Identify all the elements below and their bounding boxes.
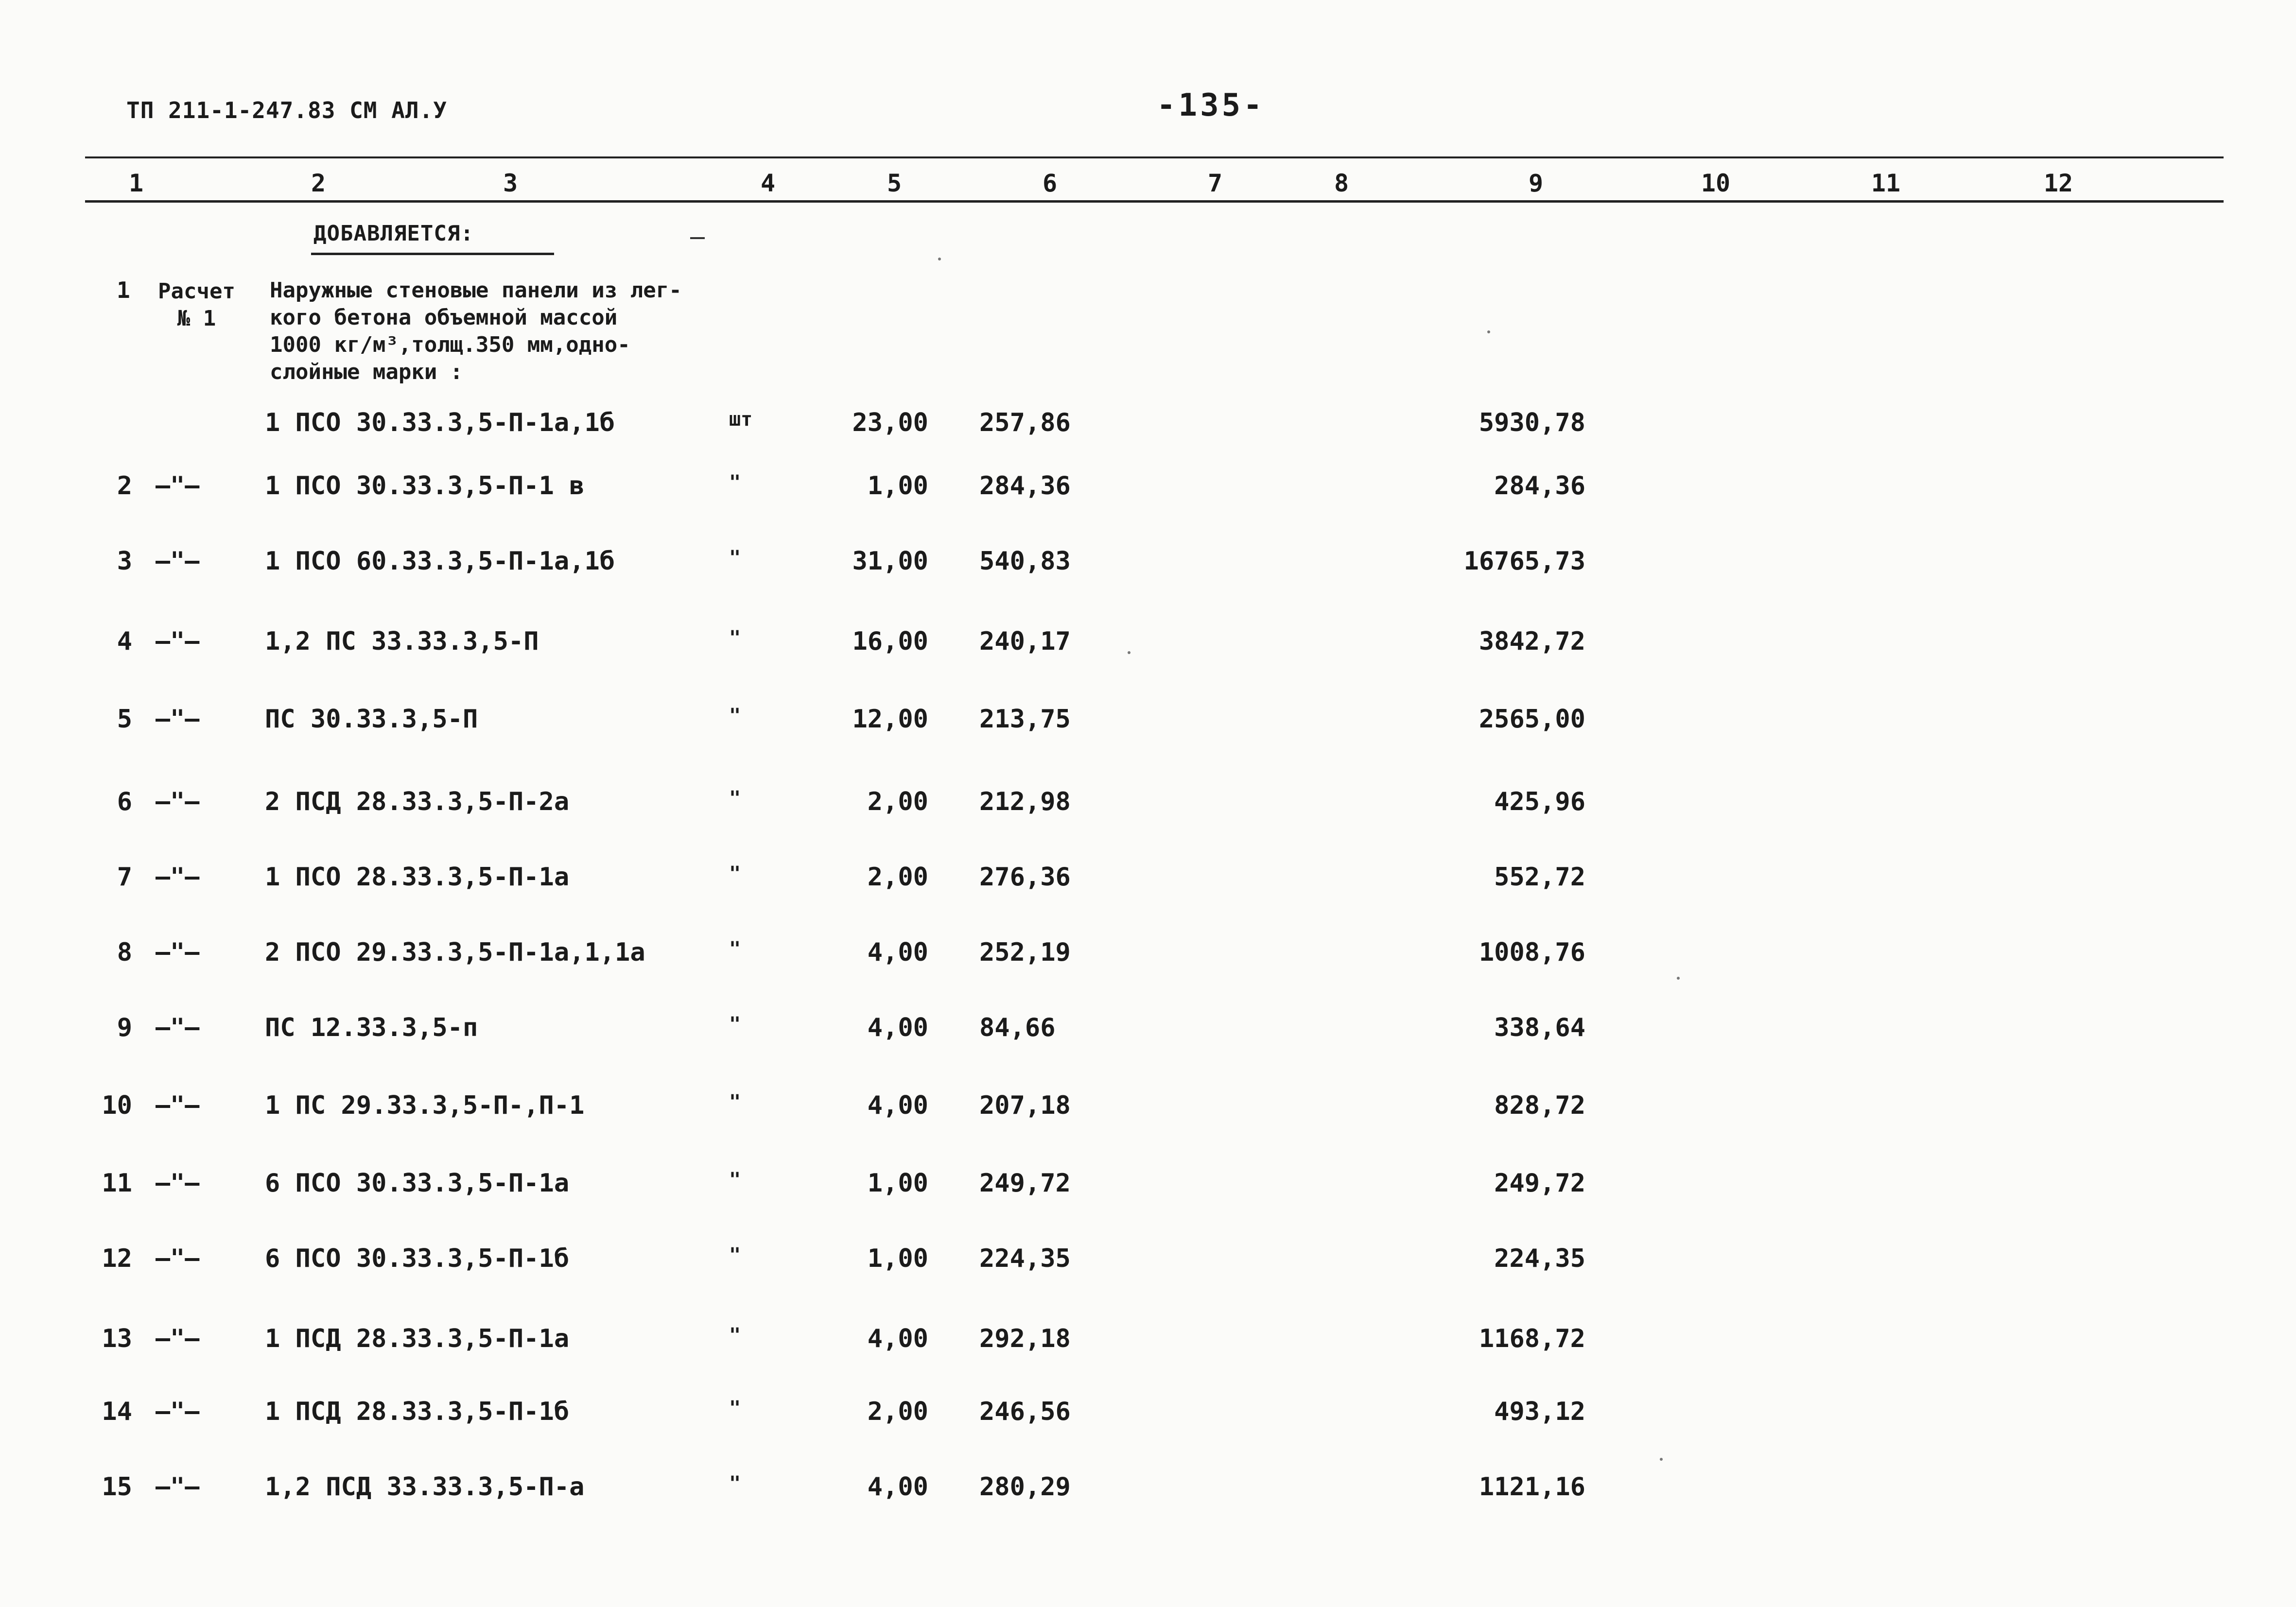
quantity: 1,00 <box>867 471 928 501</box>
item-name: 1 ПСО 30.33.3,5-П-1а,1б <box>265 408 615 437</box>
scan-speck <box>1660 1458 1663 1461</box>
ditto-mark: —"— <box>156 938 200 966</box>
quantity: 4,00 <box>867 1091 928 1120</box>
column-number: 10 <box>1701 169 1731 197</box>
scan-speck <box>1487 330 1490 333</box>
item-name: 1 ПС 29.33.3,5-П-,П-1 <box>265 1091 585 1120</box>
calculation-reference-line: № 1 <box>177 306 216 331</box>
item-description <box>270 277 682 386</box>
unit-price: 213,75 <box>979 705 1071 734</box>
row-number: 9 <box>117 1013 132 1042</box>
total-cost: 1008,76 <box>1478 938 1585 967</box>
item-name: 1 ПСО 28.33.3,5-П-1а <box>265 863 570 892</box>
column-number: 12 <box>2043 169 2073 197</box>
unit: " <box>729 863 741 885</box>
description-line: кого бетона объемной массой <box>270 305 618 330</box>
quantity: 4,00 <box>867 938 928 967</box>
quantity: 1,00 <box>867 1244 928 1273</box>
row-number: 4 <box>117 627 132 656</box>
row-number: 14 <box>102 1397 132 1426</box>
total-cost: 828,72 <box>1494 1091 1585 1120</box>
row-number: 12 <box>102 1244 132 1273</box>
item-name: 2 ПСО 29.33.3,5-П-1а,1,1а <box>265 938 645 967</box>
ditto-mark: —"— <box>156 547 200 575</box>
unit: " <box>729 1472 741 1495</box>
item-name: 1 ПСО 30.33.3,5-П-1 в <box>265 471 585 501</box>
column-number: 11 <box>1871 169 1901 197</box>
quantity: 1,00 <box>867 1169 928 1198</box>
row-number: 10 <box>102 1091 132 1120</box>
unit-price: 84,66 <box>979 1013 1056 1042</box>
unit-price: 292,18 <box>979 1324 1071 1353</box>
unit: " <box>729 627 741 649</box>
unit: " <box>729 471 741 494</box>
unit-price: 284,36 <box>979 471 1071 501</box>
ditto-mark: —"— <box>156 1244 200 1272</box>
total-cost: 3842,72 <box>1478 627 1585 656</box>
column-number: 9 <box>1528 169 1544 197</box>
total-cost: 493,12 <box>1494 1397 1585 1426</box>
unit: " <box>729 1169 741 1191</box>
description-line: 1000 кг/м³,толщ.350 мм,одно- <box>270 332 630 357</box>
column-number: 4 <box>760 169 776 197</box>
quantity: 23,00 <box>852 408 928 437</box>
total-cost: 338,64 <box>1494 1013 1585 1042</box>
row-number: 2 <box>117 471 132 501</box>
quantity: 4,00 <box>867 1013 928 1042</box>
item-name: 6 ПСО 30.33.3,5-П-1а <box>265 1169 570 1198</box>
table-header-rule <box>85 200 2224 203</box>
total-cost: 224,35 <box>1494 1244 1585 1273</box>
quantity: 2,00 <box>867 1397 928 1426</box>
item-name: 1,2 ПСД 33.33.3,5-П-а <box>265 1472 585 1502</box>
calculation-reference <box>158 278 235 332</box>
item-name: 2 ПСД 28.33.3,5-П-2а <box>265 787 570 816</box>
ditto-mark: —"— <box>156 1324 200 1352</box>
ditto-mark: —"— <box>156 1091 200 1119</box>
ditto-mark: —"— <box>156 627 200 655</box>
unit-price: 240,17 <box>979 627 1071 656</box>
row-number: 15 <box>102 1472 132 1502</box>
table-top-rule <box>85 156 2224 158</box>
unit: " <box>729 787 741 810</box>
row-index: 1 <box>117 277 130 303</box>
item-name: 1 ПСД 28.33.3,5-П-1б <box>265 1397 570 1426</box>
column-number: 6 <box>1042 169 1058 197</box>
unit: " <box>729 705 741 727</box>
ditto-mark: —"— <box>156 863 200 891</box>
section-label: ДОБАВЛЯЕТСЯ: <box>313 221 474 246</box>
item-name: 1 ПСД 28.33.3,5-П-1а <box>265 1324 570 1353</box>
row-number: 11 <box>102 1169 132 1198</box>
total-cost: 552,72 <box>1494 863 1585 892</box>
scan-speck <box>938 258 941 260</box>
unit: " <box>729 938 741 960</box>
section-label-underline <box>311 253 554 255</box>
total-cost: 1121,16 <box>1478 1472 1585 1502</box>
total-cost: 2565,00 <box>1478 705 1585 734</box>
unit-price: 207,18 <box>979 1091 1071 1120</box>
column-number: 5 <box>887 169 902 197</box>
ditto-mark: —"— <box>156 1397 200 1425</box>
ditto-mark: —"— <box>156 471 200 500</box>
total-cost: 249,72 <box>1494 1169 1585 1198</box>
unit-price: 246,56 <box>979 1397 1071 1426</box>
quantity: 16,00 <box>852 627 928 656</box>
description-line: слойные марки : <box>270 360 463 384</box>
column-number: 3 <box>503 169 518 197</box>
total-cost: 1168,72 <box>1478 1324 1585 1353</box>
total-cost: 425,96 <box>1494 787 1585 816</box>
ditto-mark: —"— <box>156 787 200 815</box>
quantity: 4,00 <box>867 1324 928 1353</box>
item-name: ПС 30.33.3,5-П <box>265 705 478 734</box>
document-code: ТП 211-1-247.83 СМ АЛ.У <box>126 97 447 123</box>
row-number: 7 <box>117 863 132 892</box>
scan-speck <box>1677 977 1680 980</box>
quantity: 4,00 <box>867 1472 928 1502</box>
quantity: 2,00 <box>867 863 928 892</box>
quantity: 12,00 <box>852 705 928 734</box>
unit-price: 257,86 <box>979 408 1071 437</box>
unit-price: 249,72 <box>979 1169 1071 1198</box>
ditto-mark: —"— <box>156 1013 200 1041</box>
unit: " <box>729 547 741 569</box>
row-number: 6 <box>117 787 132 816</box>
unit: шт <box>729 408 753 431</box>
unit-price: 212,98 <box>979 787 1071 816</box>
scan-speck <box>1128 651 1131 654</box>
unit-price: 280,29 <box>979 1472 1071 1502</box>
row-number: 13 <box>102 1324 132 1353</box>
unit: " <box>729 1013 741 1036</box>
unit: " <box>729 1091 741 1113</box>
total-cost: 284,36 <box>1494 471 1585 501</box>
item-name: 1,2 ПС 33.33.3,5-П <box>265 627 539 656</box>
column-number: 2 <box>311 169 326 197</box>
page-number: -135- <box>1157 87 1265 123</box>
quantity: 31,00 <box>852 547 928 576</box>
column-number: 7 <box>1207 169 1223 197</box>
unit: " <box>729 1244 741 1266</box>
quantity: 2,00 <box>867 787 928 816</box>
item-name: ПС 12.33.3,5-п <box>265 1013 478 1042</box>
item-name: 6 ПСО 30.33.3,5-П-1б <box>265 1244 570 1273</box>
ditto-mark: —"— <box>156 1472 200 1501</box>
dash-mark <box>690 237 705 239</box>
total-cost: 5930,78 <box>1478 408 1585 437</box>
unit-price: 252,19 <box>979 938 1071 967</box>
unit-price: 224,35 <box>979 1244 1071 1273</box>
row-number: 8 <box>117 938 132 967</box>
row-number: 3 <box>117 547 132 576</box>
calculation-reference-line: Расчет <box>158 279 235 304</box>
item-name: 1 ПСО 60.33.3,5-П-1а,1б <box>265 547 615 576</box>
unit: " <box>729 1397 741 1419</box>
unit: " <box>729 1324 741 1347</box>
total-cost: 16765,73 <box>1463 547 1585 576</box>
column-number: 8 <box>1334 169 1349 197</box>
ditto-mark: —"— <box>156 705 200 733</box>
unit-price: 276,36 <box>979 863 1071 892</box>
unit-price: 540,83 <box>979 547 1071 576</box>
ditto-mark: —"— <box>156 1169 200 1197</box>
row-number: 5 <box>117 705 132 734</box>
column-number: 1 <box>128 169 144 197</box>
description-line: Наружные стеновые панели из лег- <box>270 278 682 303</box>
